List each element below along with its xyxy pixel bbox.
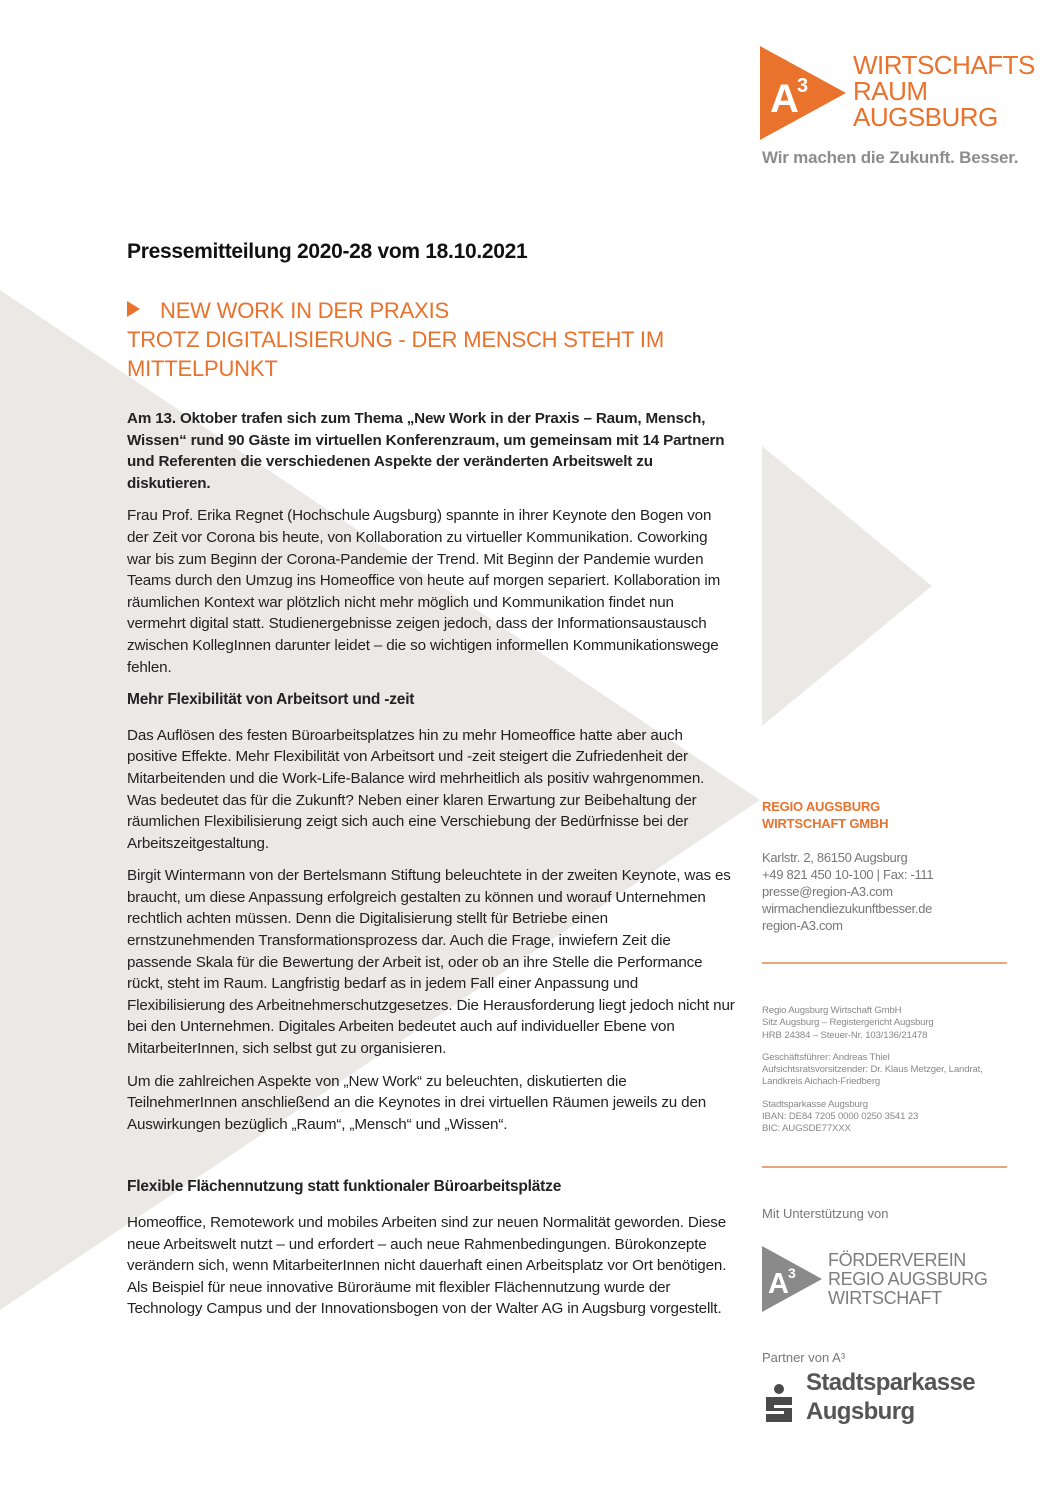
svg-text:A: A [768,1268,789,1300]
sparkasse-logo-icon [762,1384,796,1424]
legal-line: Geschäftsführer: Andreas Thiel [762,1051,890,1063]
logo-line: AUGSBURG [853,102,998,132]
svg-text:A: A [770,77,799,121]
legal-line: HRB 24384 – Steuer-Nr. 103/136/21478 [762,1029,928,1041]
a3-foerderverein-logo-icon [762,1246,824,1312]
company-name [762,798,1007,832]
legal-line: IBAN: DE84 7205 0000 0250 3541 23 [762,1111,919,1123]
svg-text:3: 3 [788,1265,796,1281]
sparkasse-wordmark [806,1368,975,1426]
foerderverein-line: REGIO AUGSBURG [828,1269,988,1289]
address: Karlstr. 2, 86150 Augsburg [762,850,908,865]
paragraph: Frau Prof. Erika Regnet (Hochschule Augsburg) spannte in ihrer Keynote den Bogen von der Zeit vor Corona bis heute, von Kollaboration zu virtueller Kommunikation. Coworking war bis zum Beginn der Corona-Pandemie der Trend. Mit Beginn der Pandemie wurden Teams durch den Umzug ins Homeoffice von heute auf morgen separiert. Kollaboration im räumlichen Kontext war plötzlich nicht mehr möglich und Kommunikation findet nun vermehrt digital statt. Studienergebnisse zeigen jedoch, dass der Informationsaustausch zwischen KollegInnen darunter leidet – die so wichtigen informellen Kommunikationswege fehlen. [127,507,721,676]
legal-info [762,1005,1007,1146]
section-heading: Mehr Flexibilität von Arbeitsort und -zeit [127,691,415,709]
company-line: WIRTSCHAFT GMBH [762,816,889,831]
triangle-bullet-icon [127,301,140,317]
tagline: Wir machen die Zukunft. Besser. [762,148,1019,167]
article-body [127,408,735,1331]
section-heading: Flexible Flächennutzung statt funktionaler Büroarbeitsplätze [127,1178,562,1196]
contact-block [762,849,1007,934]
logo-wordmark [853,52,1035,130]
legal-block [762,1052,1007,1089]
foerderverein-line: WIRTSCHAFT [828,1288,942,1308]
divider [762,962,1007,964]
support-label: Mit Unterstützung von [762,1206,889,1221]
headline [127,296,727,383]
logo-line: WIRTSCHAFTS [853,50,1035,80]
foerderverein-wordmark [828,1251,987,1308]
a3-logo-icon [760,46,848,140]
svg-text:3: 3 [797,75,809,97]
foerderverein-line: FÖRDERVEREIN [828,1250,966,1270]
paragraph: Das Auflösen des festen Büroarbeitsplatzes hin zu mehr Homeoffice hatte aber auch positive Effekte. Mehr Flexibilität von Arbeitsort und -zeit steigert die Zufriedenheit der Mitarbeitenden und die Work-Life-Balance wird mehrheitlich als positiv wahrgenommen. Was bedeutet das für die Zukunft? Neben einer klaren Erwartung zur Beibehaltung der räumlichen Flexibilisierung zeigt sich auch eine Verschiebung der Bedürfnisse bei der Arbeitszeitgestaltung. [127,726,705,852]
press-release-title: Pressemitteilung 2020-28 vom 18.10.2021 [127,240,528,263]
legal-line: BIC: AUGSDE77XXX [762,1123,851,1135]
legal-line: Regio Augsburg Wirtschaft GmbH [762,1005,902,1016]
legal-line: Stadtsparkasse Augsburg [762,1098,868,1110]
logo-line: RAUM [853,76,928,106]
legal-line: Sitz Augsburg – Registergericht Augsburg [762,1017,934,1029]
sparkasse-line: Stadtsparkasse [806,1369,976,1396]
legal-line: Aufsichtsratsvorsitzender: Dr. Klaus Metzger, Landrat, [762,1064,983,1076]
headline-line: TROTZ DIGITALISIERUNG - DER MENSCH STEHT IM MITTELPUNKT [127,327,664,381]
legal-block [762,1099,1007,1136]
website-link[interactable]: wirmachendiezukunftbesser.de [762,901,933,916]
company-line: REGIO AUGSBURG [762,799,881,814]
phone: +49 821 450 10-100 | Fax: -111 [762,867,934,882]
email-link[interactable]: presse@region-A3.com [762,884,893,899]
sparkasse-line: Augsburg [806,1398,915,1425]
paragraph: Birgit Wintermann von der Bertelsmann Stiftung beleuchtete in der zweiten Keynote, was es braucht, um diese Anpassung erfolgreich gestalten zu können und worauf Unternehmen rechtlich achten müssen. Denn die Digitalisierung stellt für Betriebe einen ernstzunehmenden Transformationsprozess dar. Auch die Frage, inwiefern Zeit die passende Skala für die Bewertung der Arbeit ist, oder ob an ihre Stelle die Performance rückt, steht im Raum. Langfristig bedarf as in jedem Fall einer Anpassung und Flexibilisierung des Arbeitnehmerschutzgesetzes. Die Herausforderung liegt jedoch nicht nur bei den Unternehmen. Digitales Arbeiten bedeutet auch auf individueller Ebene von MitarbeiterInnen, sich selbst gut zu organisieren. [127,867,735,1058]
partner-label: Partner von A³ [762,1350,846,1365]
legal-block [762,1005,1007,1042]
legal-line: Landkreis Aichach-Friedberg [762,1076,881,1088]
website-link[interactable]: region-A3.com [762,918,843,933]
headline-line: NEW WORK IN DER PRAXIS [160,298,449,323]
background-triangle-right [762,446,932,726]
lead-paragraph: Am 13. Oktober trafen sich zum Thema „New Work in der Praxis – Raum, Mensch, Wissen“ rund 90 Gäste im virtuellen Konferenzraum, um gemeinsam mit 14 Partnern und Referenten die verschiedenen Aspekte der veränderten Arbeitswelt zu diskutieren. [127,410,725,492]
paragraph: Homeoffice, Remotework und mobiles Arbeiten sind zur neuen Normalität geworden. Diese neue Arbeitswelt nutzt – und erfordert – auch neue Rahmenbedingungen. Bürokonzepte verändern sich, wenn MitarbeiterInnen nicht dauerhaft einen Arbeitsplatz vor Ort benötigen. Als Beispiel für neue innovative Büroräume mit flexibler Flächennutzung wurde der Technology Campus und der Innovationsbogen von der Walter AG in Augsburg vorgestellt. [127,1214,727,1318]
paragraph: Um die zahlreichen Aspekte von „New Work“ zu beleuchten, diskutierten die TeilnehmerInnen anschließend an die Keynotes in drei virtuellen Räumen jeweils zu den Auswirkungen bezüglich „Raum“, „Mensch“ und „Wissen“. [127,1072,707,1133]
divider [762,1166,1007,1168]
